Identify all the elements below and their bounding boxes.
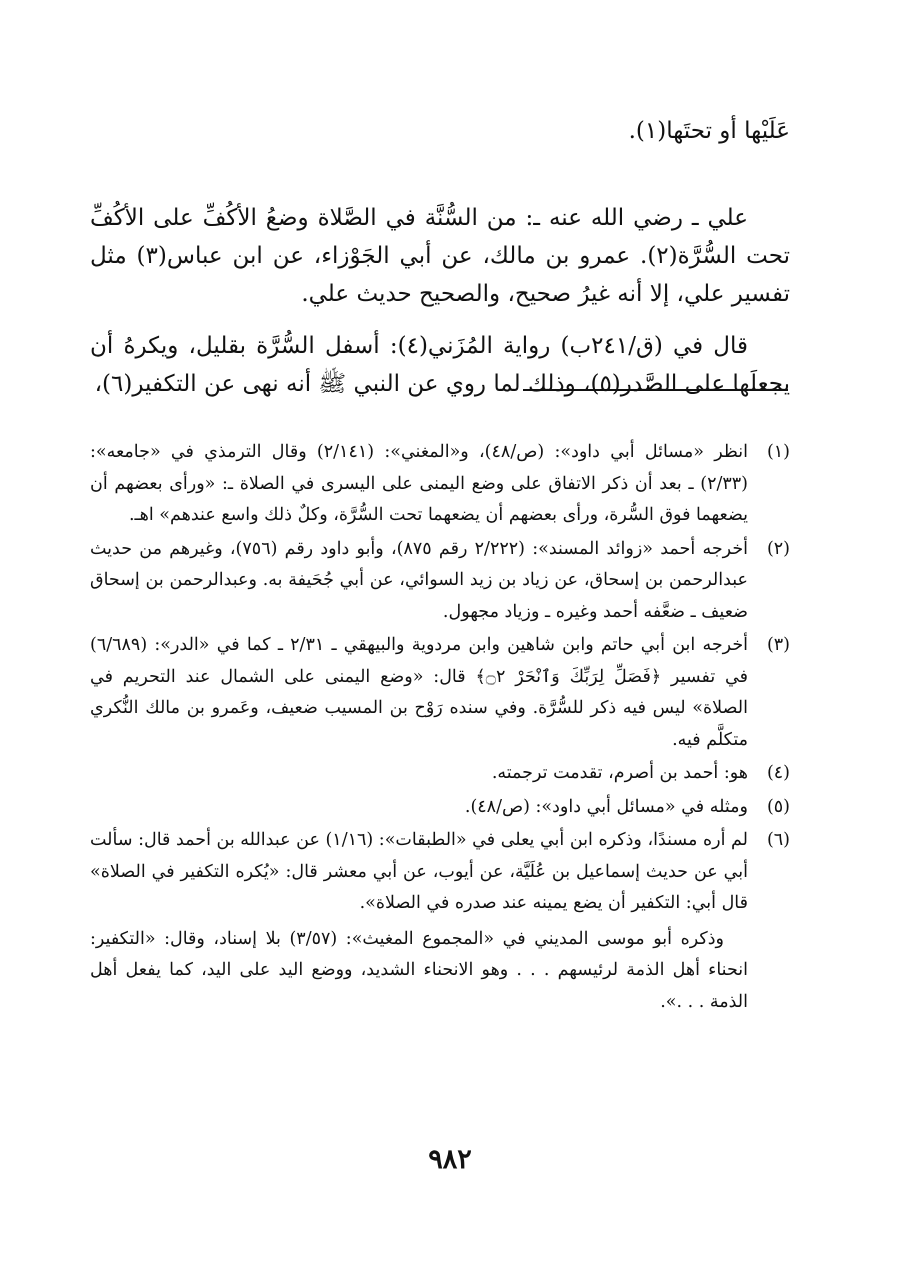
footnotes	[90, 437, 790, 1018]
footnote	[90, 630, 790, 756]
footnote-number: (٢)	[766, 538, 790, 559]
footnote-text: أخرجه أحمد «زوائد المسند»: (٢/٢٢٢ رقم ٨٧٥)، وأبو داود رقم (٧٥٦)، وغيرهم من حديث عبدالرحمن بن إسحاق، عن زياد بن زيد السوائي، عن أبي جُحَيفة به. وعبدالرحمن بن إسحاق ضعيف ـ ضعَّفه أحمد وغيره ـ وزياد مجهول.	[90, 538, 749, 622]
footnote	[90, 758, 790, 790]
footnote-continuation: وذكره أبو موسى المديني في «المجموع المغيث»: (٣/٥٧) بلا إسناد، وقال: «التكفير: انحناء أهل الذمة لرئيسهم . . . وهو الانحناء الشديد، ووضع اليد على اليد، كما يفعل أهل الذمة . . .».	[90, 928, 748, 1012]
footnote	[90, 792, 790, 824]
footnote-text: ومثله في «مسائل أبي داود»: (ص/٤٨).	[464, 796, 748, 817]
footnote-number: (٤)	[766, 763, 790, 783]
footnote-separator	[523, 389, 788, 391]
footnote	[90, 534, 790, 629]
footnote-text: أخرجه ابن أبي حاتم وابن شاهين وابن مردوية والبيهقي ـ ٢/٣١ ـ كما في «الدر»: (٦/٦٨٩) في تفسير ﴿فَصَلِّ لِرَبِّكَ وَٱنْحَرْ ۝٢﴾ قال: «وضع اليمنى على الشمال عند التحريم في الصلاة» ليس فيه ذكر للسُّرَّة. وفي سنده رَوْح بن المسيب ضعيف، وعَمرو بن مالك النُّكري متكلَّم فيه.	[90, 635, 749, 750]
footnote-number: (٥)	[766, 796, 790, 817]
main-paragraph: قال في (ق/٢٤١ب) رواية المُزَني(٤): أسفل السُّرَّة بقليل، ويكرهُ أن يجعلَها على الصَّدر(٥)، وذلك لما روي عن النبي ﷺ أنه نهى عن التكفير(٦)،	[90, 333, 790, 397]
footnote	[90, 437, 790, 532]
page-number: ٩٨٢	[428, 1144, 472, 1175]
footnote	[90, 825, 790, 920]
footnote-number: (٦)	[766, 830, 790, 850]
main-text-line: عَلَيْها أو تحتَها(١).	[628, 118, 790, 144]
main-paragraph: علي ـ رضي الله عنه ـ: من السُّنَّة في الصَّلاة وضعُ الأكُفِّ على الأكُفِّ تحت السُّرَّة(٢). عمرو بن مالك، عن أبي الجَوْزاء، عن ابن عباس(٣) مثل تفسير علي، إلا أنه غيرُ صحيح، والصحيح حديث علي.	[90, 205, 790, 307]
footnote-text: هو: أحمد بن أصرم، تقدمت ترجمته.	[491, 763, 748, 783]
footnote-number: (١)	[766, 442, 790, 462]
footnote-number: (٣)	[766, 635, 790, 655]
footnote-text: لم أره مسندًا، وذكره ابن أبي يعلى في «الطبقات»: (١/١٦) عن عبدالله بن أحمد قال: سألت أبي عن حديث إسماعيل بن عُلَيَّة، عن أيوب، عن أبي معشر قال: «يُكره التكفير في الصلاة» قال أبي: التكفير أن يضع يمينه عند صدره في الصلاة».	[90, 830, 749, 913]
footnote-text: انظر «مسائل أبي داود»: (ص/٤٨)، و«المغني»: (٢/١٤١) وقال الترمذي في «جامعه»: (٢/٣٣) ـ بعد أن ذكر الاتفاق على وضع اليمنى على اليسرى في الصلاة ـ: «ورأى بعضهم أن يضعهما فوق السُّرة، ورأى بعضهم أن يضعهما تحت السُّرَّة، وكلٌ ذلك واسع عندهم» اهـ.	[90, 442, 748, 525]
